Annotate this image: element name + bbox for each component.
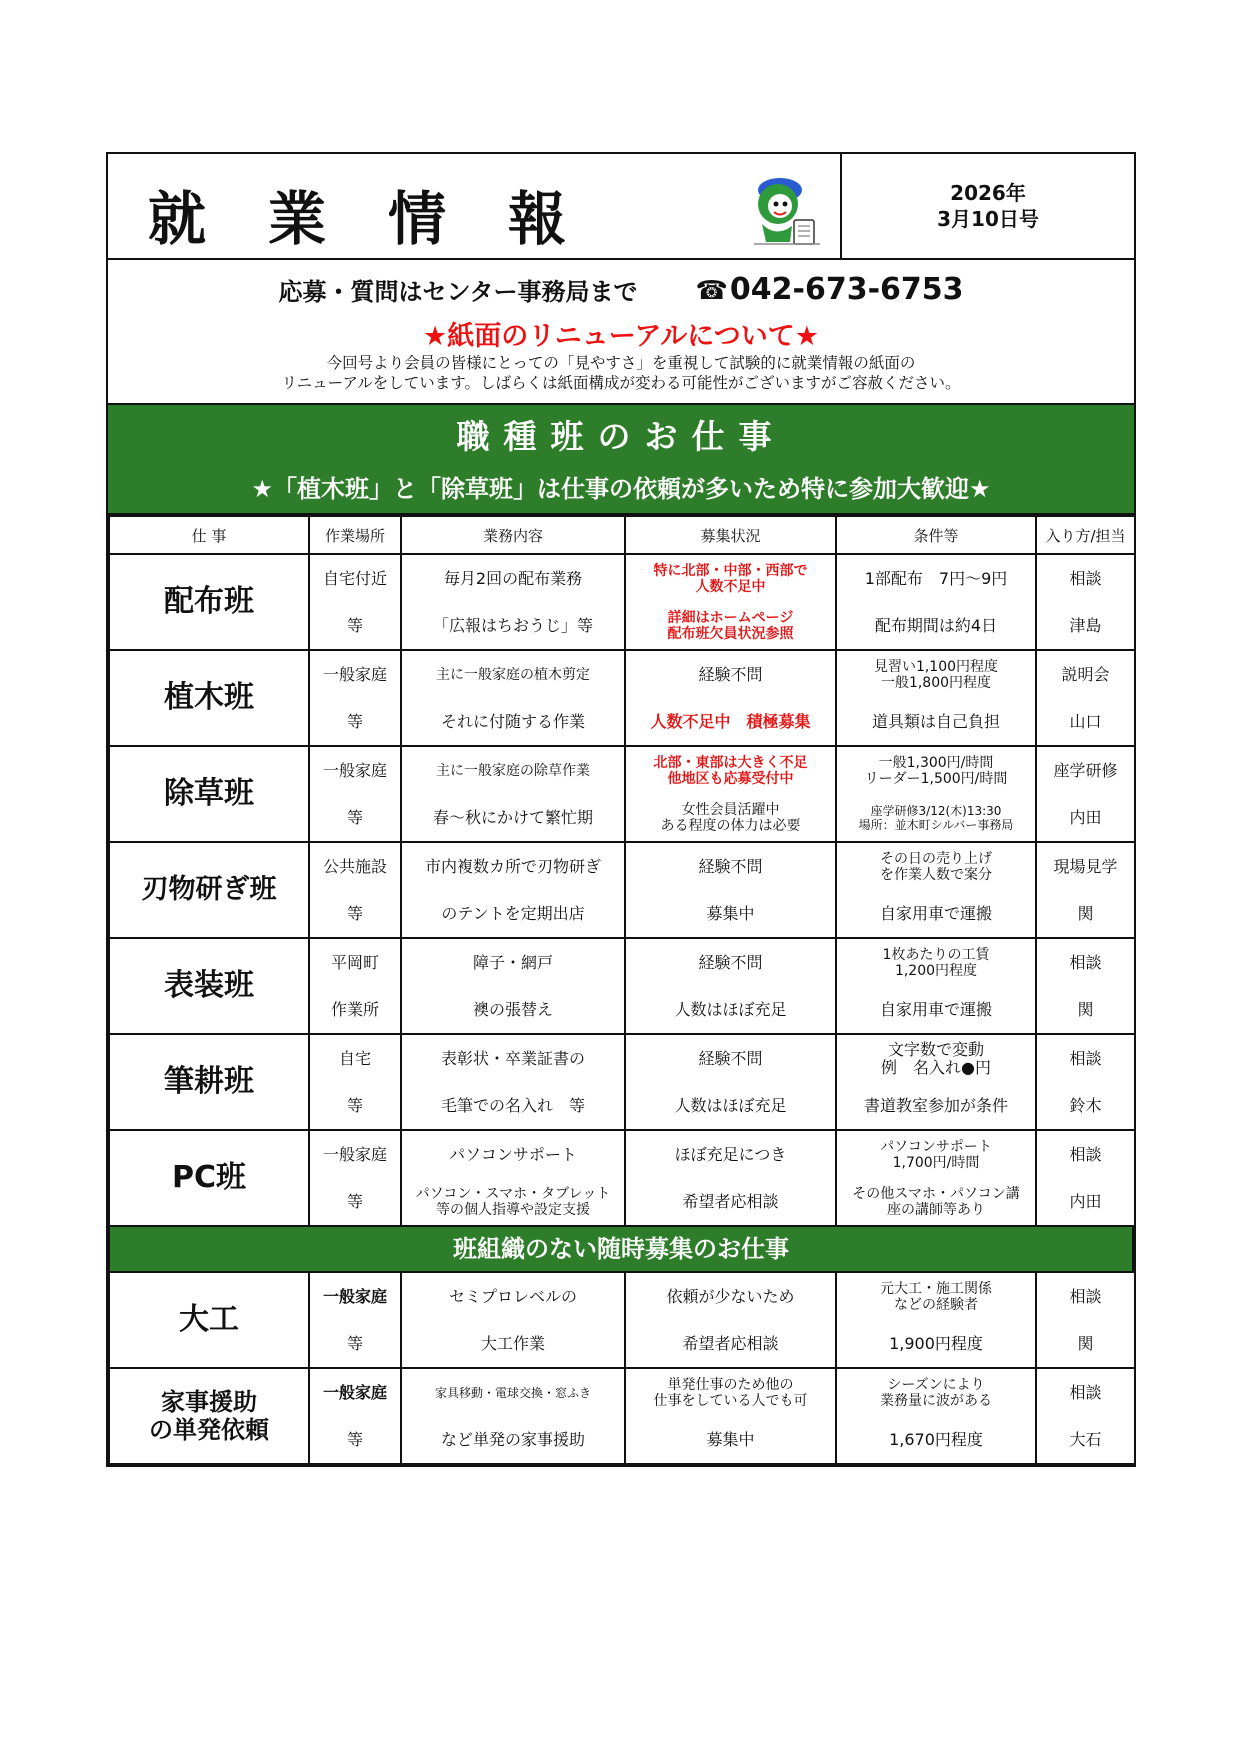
job-name: 表装班 <box>164 968 254 1003</box>
job-conditions-line: その他スマホ・パソコン講 座の講師等あり <box>852 1185 1020 1218</box>
job-conditions-line: 配布期間は約4日 <box>874 615 998 635</box>
job-content-cell <box>401 1272 625 1368</box>
job-place-cell <box>309 842 401 938</box>
job-contact-cell <box>1036 554 1135 650</box>
job-content-cell <box>401 1130 625 1226</box>
job-contact-line: 関 <box>1077 999 1094 1019</box>
job-status-line: 経験不問 <box>698 664 763 684</box>
job-name: PC班 <box>171 1160 246 1195</box>
notice-body <box>108 353 1134 405</box>
job-name: 刃物研ぎ班 <box>141 874 277 905</box>
job-content-cell <box>401 746 625 842</box>
job-conditions-line: 1部配布 7円～9円 <box>864 568 1008 588</box>
contact-text: 応募・質問はセンター事務局まで <box>278 277 638 306</box>
job-conditions-line: パソコンサポート 1,700円/時間 <box>880 1138 992 1171</box>
job-content-line: パソコンサポート <box>449 1144 577 1164</box>
job-contact-cell <box>1036 1130 1135 1226</box>
job-conditions-line: 書道教室参加が条件 <box>863 1095 1008 1115</box>
job-place-line: 一般家庭 <box>322 1382 387 1402</box>
job-name: 除草班 <box>164 776 254 811</box>
job-status-line: 北部・東部は大きく不足 他地区も応募受付中 <box>653 754 808 787</box>
section2-title: 班組織のない随時募集のお仕事 <box>453 1235 789 1263</box>
job-conditions-cell <box>836 1368 1036 1464</box>
job-content-cell <box>401 1034 625 1130</box>
job-info-sheet <box>106 152 1136 1467</box>
job-content-line: 襖の張替え <box>472 999 553 1019</box>
job-place-cell <box>309 650 401 746</box>
section1-title: 職種班のお仕事 <box>456 417 786 456</box>
job-status-cell <box>625 1130 836 1226</box>
table-row <box>109 938 1135 1034</box>
table-row <box>109 1368 1135 1464</box>
job-place-line: 等 <box>346 807 363 827</box>
job-content-line: パソコン・スマホ・タブレット 等の個人指導や設定支援 <box>415 1185 611 1218</box>
job-status-line: 人数不足中 積極募集 <box>650 711 811 731</box>
job-place-line: 平岡町 <box>330 952 379 972</box>
section2-band <box>108 1227 1134 1271</box>
job-place-line: 作業所 <box>330 999 379 1019</box>
job-status-cell <box>625 938 836 1034</box>
notice-line-2: リニューアルをしています。しばらくは紙面構成が変わる可能性がございますがご容赦ください。 <box>281 374 961 392</box>
job-name-cell <box>109 554 309 650</box>
contact-line <box>108 260 1134 318</box>
job-status-cell <box>625 842 836 938</box>
job-place-line: 等 <box>346 1095 363 1115</box>
job-status-line: 募集中 <box>706 1429 755 1449</box>
job-name-cell <box>109 1272 309 1368</box>
header-contact: 入り方/担当 <box>1036 516 1135 554</box>
job-place-cell <box>309 1130 401 1226</box>
job-place-line: 等 <box>346 615 363 635</box>
job-contact-line: 相談 <box>1069 1286 1102 1306</box>
job-conditions-cell <box>836 650 1036 746</box>
table-row <box>109 746 1135 842</box>
issue-date <box>842 154 1134 258</box>
job-place-line: 一般家庭 <box>322 664 387 684</box>
job-conditions-line: 文字数で変動 例 名入れ●円 <box>881 1039 991 1077</box>
job-conditions-line: その日の売り上げ を作業人数で案分 <box>880 850 992 883</box>
job-place-line: 一般家庭 <box>322 760 387 780</box>
job-contact-line: 相談 <box>1069 1144 1102 1164</box>
job-name-cell <box>109 842 309 938</box>
job-status-line: 女性会員活躍中 ある程度の体力は必要 <box>660 801 801 834</box>
section1-subtitle: ★「植木班」と「除草班」は仕事の依頼が多いため特に参加大歓迎★ <box>251 475 991 503</box>
job-contact-line: 現場見学 <box>1053 856 1118 876</box>
job-status-cell <box>625 554 836 650</box>
header-content: 業務内容 <box>401 516 625 554</box>
job-status-line: 募集中 <box>706 903 755 923</box>
job-name-cell <box>109 650 309 746</box>
job-name: 大工 <box>179 1302 239 1337</box>
job-content-line: 毛筆での名入れ 等 <box>440 1095 585 1115</box>
job-contact-line: 山口 <box>1069 711 1102 731</box>
job-conditions-line: 1,670円程度 <box>889 1429 983 1449</box>
jobs-table-1 <box>108 515 1136 1227</box>
job-content-cell <box>401 842 625 938</box>
page-title: 就業情報 <box>148 185 629 253</box>
job-place-cell <box>309 938 401 1034</box>
job-conditions-cell <box>836 1272 1036 1368</box>
job-status-line: ほぼ充足につき <box>674 1144 787 1164</box>
job-name: 筆耕班 <box>164 1064 254 1099</box>
header <box>108 154 1134 260</box>
job-contact-line: 鈴木 <box>1069 1095 1102 1115</box>
header-conditions: 条件等 <box>836 516 1036 554</box>
job-status-cell <box>625 650 836 746</box>
job-conditions-line: 自家用車で運搬 <box>879 903 992 923</box>
job-contact-cell <box>1036 1034 1135 1130</box>
job-content-line: のテントを定期出店 <box>441 903 585 923</box>
job-contact-line: 大石 <box>1069 1429 1102 1449</box>
job-conditions-line: 1枚あたりの工賃 1,200円程度 <box>882 946 990 979</box>
job-content-line: 毎月2回の配布業務 <box>443 568 583 588</box>
job-status-cell <box>625 1034 836 1130</box>
job-contact-line: 関 <box>1077 1333 1094 1353</box>
issue-number: 3月10日号 <box>937 207 1039 231</box>
notice-title: ★紙面のリニューアルについて★ <box>423 321 819 352</box>
job-place-cell <box>309 1272 401 1368</box>
job-status-line: 特に北部・中部・西部で 人数不足中 <box>653 562 808 595</box>
job-contact-line: 説明会 <box>1061 664 1110 684</box>
notice-line-1: 今回号より会員の皆様にとっての「見やすさ」を重視して試験的に就業情報の紙面の <box>326 354 916 372</box>
table-row <box>109 842 1135 938</box>
job-place-line: 等 <box>346 903 363 923</box>
job-place-line: 等 <box>346 1191 363 1211</box>
job-conditions-line: 座学研修3/12(木)13:30 場所：並木町シルバー事務局 <box>858 803 1014 832</box>
job-name: 家事援助 の単発依頼 <box>149 1388 269 1444</box>
job-conditions-cell <box>836 1034 1036 1130</box>
job-content-line: 表彰状・卒業証書の <box>440 1048 585 1068</box>
job-place-line: 等 <box>346 1429 363 1449</box>
job-conditions-cell <box>836 938 1036 1034</box>
job-conditions-line: 1,900円程度 <box>889 1333 983 1353</box>
job-name: 配布班 <box>164 584 254 619</box>
job-conditions-line: 道具類は自己負担 <box>871 711 1000 731</box>
job-content-cell <box>401 650 625 746</box>
job-contact-cell <box>1036 1272 1135 1368</box>
job-contact-line: 内田 <box>1069 807 1102 827</box>
mascot-character-icon <box>746 168 826 250</box>
job-conditions-cell <box>836 842 1036 938</box>
job-content-cell <box>401 938 625 1034</box>
job-contact-line: 相談 <box>1069 1048 1102 1068</box>
job-content-line: 主に一般家庭の除草作業 <box>436 762 590 779</box>
job-conditions-line: 一般1,300円/時間 リーダー1,500円/時間 <box>864 754 1008 787</box>
job-content-line: 春～秋にかけて繁忙期 <box>432 807 593 827</box>
job-conditions-cell <box>836 746 1036 842</box>
job-place-line: 等 <box>346 1333 363 1353</box>
job-contact-cell <box>1036 1368 1135 1464</box>
table-row <box>109 650 1135 746</box>
job-content-line: 家具移動・電球交換・窓ふき <box>434 1385 591 1400</box>
phone-number-group <box>696 272 964 307</box>
table-header-row <box>109 516 1135 554</box>
job-status-line: 希望者応相談 <box>682 1191 779 1211</box>
job-contact-line: 相談 <box>1069 952 1102 972</box>
job-content-line: 主に一般家庭の植木剪定 <box>436 666 590 683</box>
job-content-line: 大工作業 <box>480 1333 545 1353</box>
job-status-cell <box>625 1272 836 1368</box>
job-name-cell <box>109 1368 309 1464</box>
job-place-cell <box>309 554 401 650</box>
telephone-icon: ☎ <box>695 275 728 306</box>
job-content-cell <box>401 554 625 650</box>
job-conditions-cell <box>836 1130 1036 1226</box>
job-content-line: セミプロレベルの <box>448 1286 577 1306</box>
job-conditions-cell <box>836 554 1036 650</box>
job-name-cell <box>109 1130 309 1226</box>
job-status-line: 依頼が少ないため <box>666 1286 795 1306</box>
job-place-line: 自宅付近 <box>322 568 387 588</box>
job-status-line: 詳細はホームページ 配布班欠員状況参照 <box>667 609 794 642</box>
job-status-line: 希望者応相談 <box>682 1333 779 1353</box>
job-status-line: 人数はほぼ充足 <box>674 999 787 1019</box>
job-place-line: 一般家庭 <box>322 1144 387 1164</box>
job-content-line: 「広報はちおうじ」等 <box>432 615 593 635</box>
job-content-line: それに付随する作業 <box>440 711 585 731</box>
title-area <box>108 154 842 258</box>
job-status-cell <box>625 1368 836 1464</box>
job-name-cell <box>109 1034 309 1130</box>
job-status-line: 経験不問 <box>698 952 763 972</box>
job-place-line: 一般家庭 <box>322 1286 387 1306</box>
job-conditions-line: 自家用車で運搬 <box>879 999 992 1019</box>
table-row <box>109 1272 1135 1368</box>
phone-number: 042-673-6753 <box>729 271 964 307</box>
job-place-cell <box>309 746 401 842</box>
job-place-line: 公共施設 <box>322 856 387 876</box>
job-contact-cell <box>1036 938 1135 1034</box>
job-contact-line: 関 <box>1077 903 1094 923</box>
job-status-cell <box>625 746 836 842</box>
job-conditions-line: シーズンにより 業務量に波がある <box>880 1376 992 1409</box>
header-status: 募集状況 <box>625 516 836 554</box>
job-content-line: など単発の家事援助 <box>440 1429 585 1449</box>
job-conditions-line: 元大工・施工関係 などの経験者 <box>880 1280 992 1313</box>
job-contact-line: 津島 <box>1069 615 1102 635</box>
job-contact-line: 相談 <box>1069 568 1102 588</box>
job-content-line: 障子・網戸 <box>472 952 553 972</box>
job-place-cell <box>309 1368 401 1464</box>
job-contact-cell <box>1036 746 1135 842</box>
job-contact-line: 相談 <box>1069 1382 1102 1402</box>
job-status-line: 人数はほぼ充足 <box>674 1095 787 1115</box>
section1-band <box>108 405 1134 515</box>
job-conditions-line: 見習い1,100円程度 一般1,800円程度 <box>873 658 999 691</box>
job-place-line: 等 <box>346 711 363 731</box>
job-status-line: 経験不問 <box>698 1048 763 1068</box>
job-contact-cell <box>1036 650 1135 746</box>
table-row <box>109 554 1135 650</box>
jobs-table-2 <box>108 1271 1136 1465</box>
job-contact-cell <box>1036 842 1135 938</box>
job-name-cell <box>109 938 309 1034</box>
issue-year: 2026年 <box>950 181 1026 205</box>
job-content-cell <box>401 1368 625 1464</box>
job-content-line: 市内複数カ所で刃物研ぎ <box>424 856 601 876</box>
job-contact-line: 座学研修 <box>1053 760 1118 780</box>
header-place: 作業場所 <box>309 516 401 554</box>
table-row <box>109 1034 1135 1130</box>
job-place-line: 自宅 <box>338 1048 371 1068</box>
job-name-cell <box>109 746 309 842</box>
header-job: 仕 事 <box>109 516 309 554</box>
job-contact-line: 内田 <box>1069 1191 1102 1211</box>
job-status-line: 経験不問 <box>698 856 763 876</box>
job-name: 植木班 <box>164 680 254 715</box>
job-status-line: 単発仕事のため他の 仕事をしている人でも可 <box>653 1376 808 1409</box>
job-place-cell <box>309 1034 401 1130</box>
table-row <box>109 1130 1135 1226</box>
